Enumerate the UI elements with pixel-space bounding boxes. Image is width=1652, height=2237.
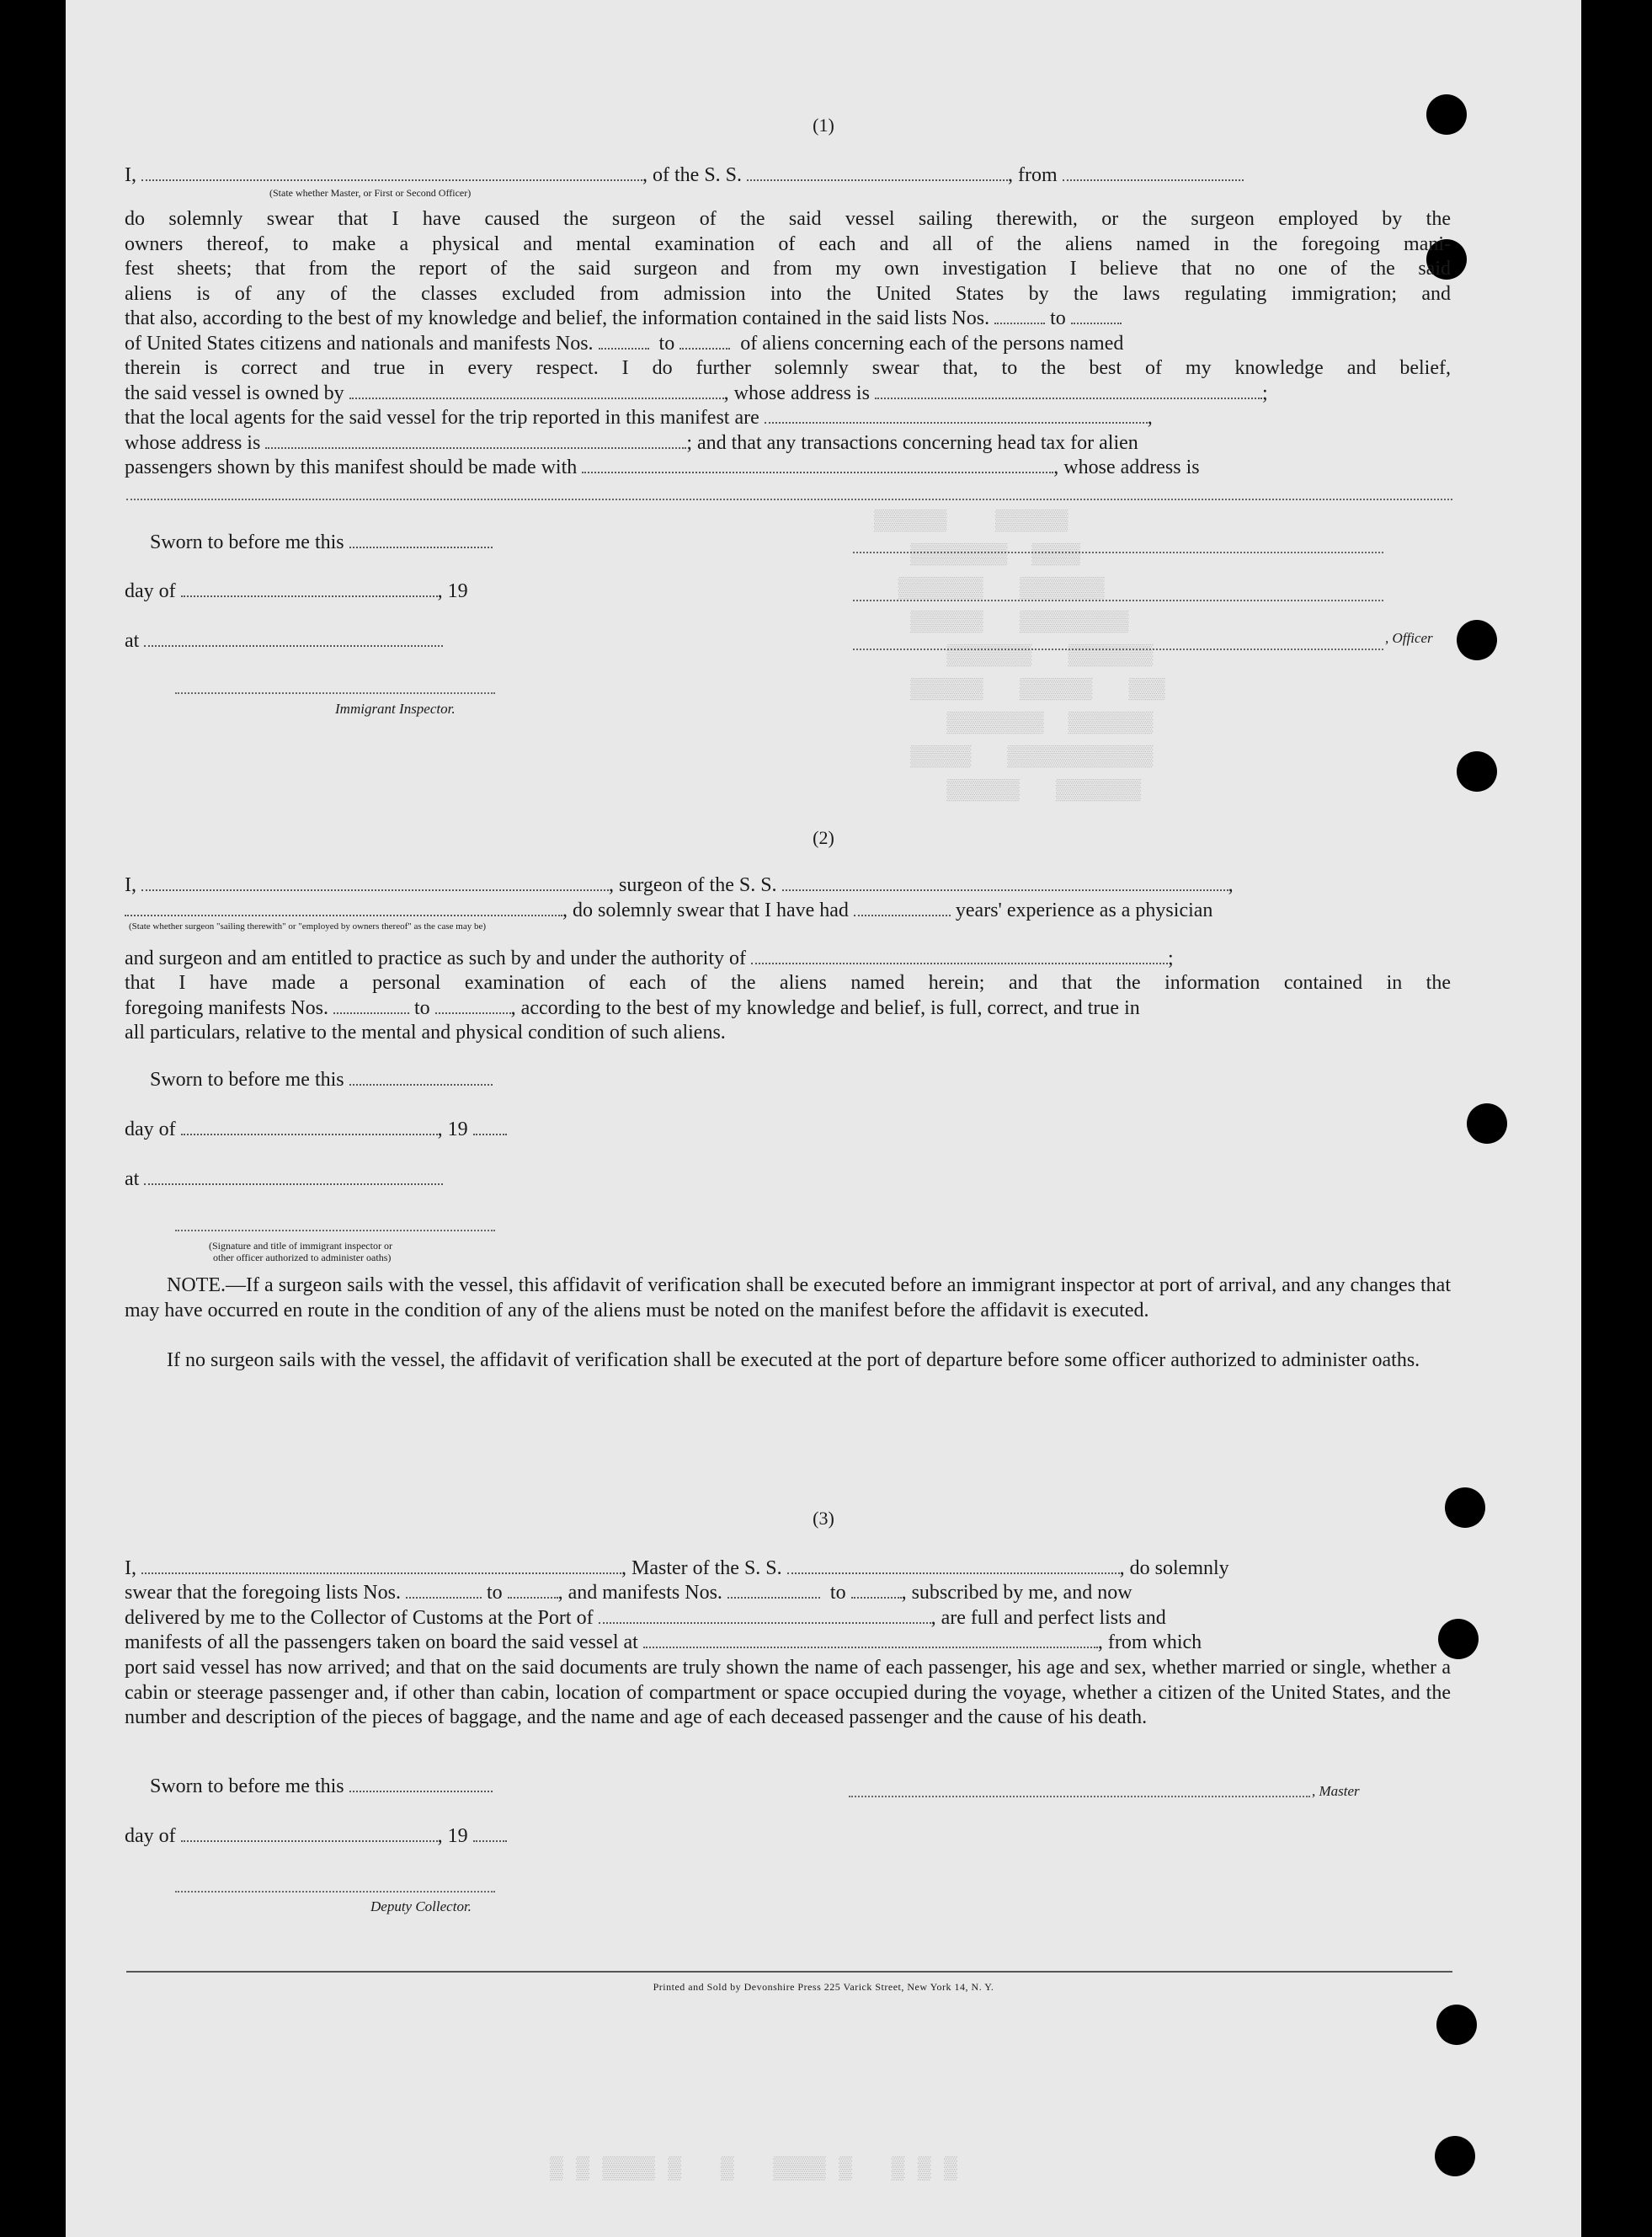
s3-lists-from-field[interactable]: [406, 1582, 482, 1599]
s3-manifests-to-field[interactable]: [851, 1582, 902, 1599]
at-2-field[interactable]: [144, 1168, 443, 1185]
head-tax-party-field[interactable]: [582, 456, 1053, 473]
note-paragraph-2: If no surgeon sails with the vessel, the affidavit of verification shall be executed at the port of departure before some officer authorized to administer oaths.: [167, 1349, 1420, 1371]
day-of-1: day of , 19: [125, 580, 468, 602]
label-of-ss: , of the S. S.: [642, 164, 743, 186]
port-field[interactable]: [599, 1607, 931, 1624]
master-label: , Master: [1312, 1783, 1360, 1799]
section-2-number: (2): [813, 827, 834, 848]
lists-to-field[interactable]: [1071, 307, 1122, 324]
section-1-body-5: that also, according to the best of my knowledge and belief, the information contained in the said lists Nos. to: [125, 307, 1451, 332]
surgeon-note: (State whether surgeon "sailing therewith" or "employed by owners thereof" as the case may be): [129, 921, 487, 932]
label-i: I,: [125, 164, 136, 186]
surgeon-officer-signature-line[interactable]: [175, 1230, 495, 1231]
section-3-line-2: swear that the foregoing lists Nos. to , and manifests Nos. to , subscribed by me, and now: [125, 1582, 1132, 1604]
section-1-body-9: that the local agents for the said vessel for the trip reported in this manifest are ,: [125, 407, 1153, 429]
section-1-body-1: do solemnly swear that I have caused the surgeon of the said vessel sailing therewith, or the surgeon employed by the: [125, 208, 1451, 230]
signature-note-2: other officer authorized to administer oaths): [213, 1252, 392, 1263]
years-field[interactable]: [854, 900, 951, 916]
at-1: at: [125, 629, 1451, 654]
owner-field[interactable]: [349, 382, 724, 399]
section-3-body: port said vessel has now arrived; and that on the said documents are truly shown the name of each passenger, his age and sex, whether married or single, whether a cabin or steerage passenger and, if other than cabin, location of compartment or space occupied during the voyage, whether a citizen of the United States, and the number and description of the pieces of baggage, and the name and age of each deceased passenger and the cause of his death.: [125, 1657, 1451, 1728]
surgeon-name-field[interactable]: [141, 874, 609, 891]
punch-hole: [1435, 2136, 1475, 2176]
section-2-body-2: that I have made a personal examination of each of the aliens named herein; and that the information contained in the: [125, 972, 1451, 994]
from-port-field[interactable]: [1063, 164, 1244, 181]
section-1-number: (1): [813, 115, 834, 136]
section-1-body-6: of United States citizens and nationals and manifests Nos. to of aliens concerning each of the persons named: [125, 333, 1124, 355]
at-2: at: [125, 1167, 1451, 1193]
section-2-body-4: all particulars, relative to the mental and physical condition of such aliens.: [125, 1022, 726, 1044]
sworn-1-field[interactable]: [349, 531, 493, 548]
footer-rule: [126, 1971, 1452, 1973]
sworn-3-field[interactable]: [349, 1775, 493, 1792]
master-signature-line[interactable]: [849, 1796, 1310, 1797]
section-1-body-3: fest sheets; that from the report of the said surgeon and from my own investigation I believe that no one of the said: [125, 258, 1451, 280]
officer-line-3[interactable]: [853, 649, 1383, 650]
deputy-collector-label: Deputy Collector.: [370, 1898, 472, 1914]
section-3-line-3: delivered by me to the Collector of Customs at the Port of , are full and perfect lists and: [125, 1607, 1166, 1629]
manifests-to-field[interactable]: [679, 333, 730, 350]
sworn-2: Sworn to before me this: [150, 1068, 1476, 1093]
section-2-body-3: foregoing manifests Nos. to , according to the best of my knowledge and belief, is full, correct, and true in: [125, 997, 1140, 1019]
year-2-field[interactable]: [473, 1118, 507, 1135]
signature-note-1: (Signature and title of immigrant inspector or: [209, 1240, 392, 1252]
officer-signature-line[interactable]: [853, 552, 1383, 553]
section-3-master-field[interactable]: [141, 1557, 621, 1574]
punch-hole: [1467, 1103, 1507, 1144]
day-of-3-field[interactable]: [181, 1825, 438, 1842]
owner-address-field[interactable]: [875, 382, 1262, 399]
section-3-line-4: manifests of all the passengers taken on board the said vessel at , from which: [125, 1631, 1202, 1653]
boarding-port-field[interactable]: [643, 1631, 1098, 1648]
surgeon-manifests-to-field[interactable]: [435, 997, 511, 1014]
punch-hole: [1457, 620, 1497, 660]
section-1-body-4: aliens is of any of the classes excluded from admission into the United States by the laws regulating immigration; and: [125, 283, 1451, 305]
inspector-signature-line[interactable]: [175, 692, 495, 694]
sworn-3: Sworn to before me this: [150, 1775, 1476, 1800]
manifests-from-field[interactable]: [599, 333, 649, 350]
section-3-vessel-field[interactable]: [787, 1557, 1120, 1574]
note-paragraph-1: NOTE.—If a surgeon sails with the vessel, this affidavit of verification shall be executed before an immigrant inspector at port of arrival, and any changes that may have occurred en route in the condition of any of the aliens must be noted on the manifest before the affidavit is executed.: [125, 1274, 1451, 1321]
section-1-line-1: [125, 163, 1451, 189]
agents-address-field[interactable]: [265, 432, 686, 449]
label-from: , from: [1008, 164, 1058, 186]
master-name-field[interactable]: [141, 164, 642, 181]
collector-signature-line[interactable]: [175, 1891, 495, 1893]
master-note: (State whether Master, or First or Second Officer): [269, 187, 472, 199]
section-3-line-1: I, , Master of the S. S. , do solemnly: [125, 1557, 1229, 1579]
sworn-1: Sworn to before me this: [150, 531, 1476, 556]
bleed-through-text: ▒▒▒▒▒▒ ▒▒▒▒▒▒ ▒▒▒▒▒▒▒▒ ▒▒▒▒ ▒▒▒▒▒▒▒ ▒▒▒▒▒▒▒ ▒▒▒▒▒▒ ▒▒▒▒▒▒▒▒▒ ▒▒▒▒▒▒▒ ▒▒▒▒▒▒▒ ▒▒▒▒▒▒ ▒▒▒▒▒▒ ▒▒▒ ▒▒▒▒▒▒▒▒ ▒▒▒▒▒▒▒ ▒▒▒▒▒ ▒▒▒▒▒▒▒▒▒▒▒▒ ▒▒▒▒▒▒ ▒▒▒▒▒▒▒: [874, 510, 1165, 803]
surgeon-vessel-field[interactable]: [782, 874, 1228, 891]
section-1-body-2: owners thereof, to make a physical and mental examination of each and all of the aliens named in the foregoing mani-: [125, 233, 1451, 255]
lists-from-field[interactable]: [994, 307, 1045, 324]
local-agents-field[interactable]: [765, 407, 1148, 424]
day-of-2: day of , 19: [125, 1118, 1451, 1143]
day-of-1-field[interactable]: [181, 580, 438, 597]
immigrant-inspector-label: Immigrant Inspector.: [335, 701, 456, 717]
punch-hole: [1457, 751, 1497, 792]
year-3-field[interactable]: [473, 1825, 507, 1842]
sworn-2-field[interactable]: [349, 1069, 493, 1086]
surgeon-type-field[interactable]: [125, 900, 562, 916]
day-of-3: day of , 19: [125, 1824, 1451, 1850]
section-1-body-7: therein is correct and true in every respect. I do further solemnly swear that, to the best of my knowledge and belief,: [125, 357, 1451, 379]
manifest-page: [66, 0, 1581, 2237]
surgeon-manifests-from-field[interactable]: [333, 997, 409, 1014]
authority-field[interactable]: [751, 948, 1168, 964]
head-tax-address-line[interactable]: [126, 499, 1452, 500]
section-2-line-1: I, , surgeon of the S. S. ,: [125, 874, 1234, 896]
at-1-field[interactable]: [144, 630, 443, 647]
section-1-body-10: whose address is ; and that any transactions concerning head tax for alien: [125, 432, 1138, 454]
section-1-body-11: passengers shown by this manifest should be made with , whose address is: [125, 456, 1200, 478]
section-2-line-2: , do solemnly swear that I have had years' experience as a physician: [125, 899, 1451, 924]
officer-label: , Officer: [1385, 630, 1433, 646]
section-1-body-8: the said vessel is owned by , whose address is ;: [125, 382, 1268, 404]
officer-line-2[interactable]: [853, 600, 1383, 601]
bottom-stamp: ▒ ▒ ▒▒▒▒ ▒ ▒ ▒▒▒▒ ▒ ▒ ▒ ▒: [550, 2156, 957, 2181]
s3-lists-to-field[interactable]: [508, 1582, 558, 1599]
vessel-name-field[interactable]: [747, 164, 1008, 181]
section-3-number: (3): [813, 1508, 834, 1529]
day-of-2-field[interactable]: [181, 1118, 438, 1135]
punch-hole: [1436, 2005, 1477, 2045]
printer-imprint: Printed and Sold by Devonshire Press 225 Varick Street, New York 14, N. Y.: [653, 1981, 994, 1993]
section-2-body-1: and surgeon and am entitled to practice as such by and under the authority of ;: [125, 948, 1174, 969]
s3-manifests-from-field[interactable]: [727, 1582, 820, 1599]
